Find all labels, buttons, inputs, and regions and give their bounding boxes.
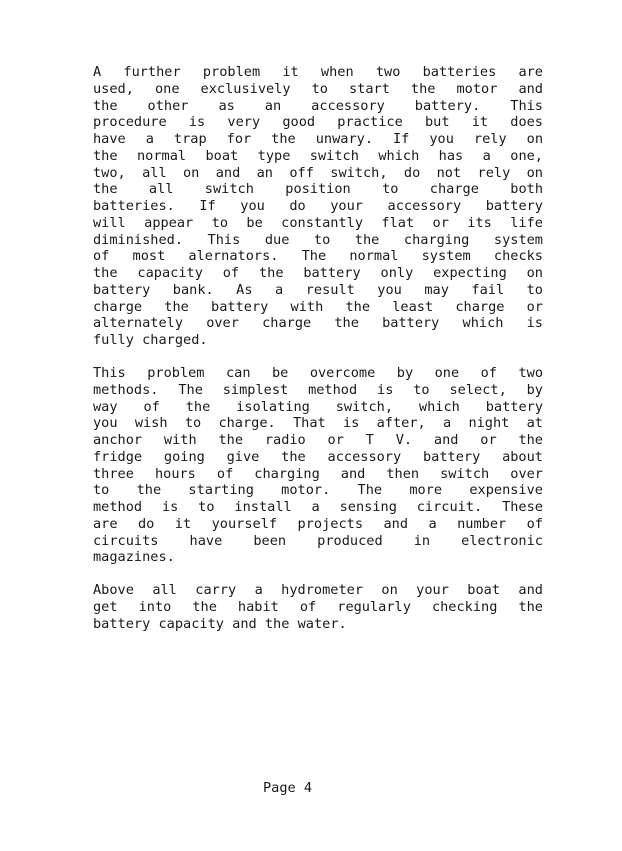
text-line: anchor with the radio or T V. and or the — [93, 432, 543, 448]
paragraph-battery-problem — [93, 64, 543, 349]
text-line: are do it yourself projects and a number of — [93, 515, 543, 532]
text-line: get into the habit of regularly checking the — [93, 598, 543, 615]
text-line: to the starting motor. The more expensive — [93, 482, 543, 499]
text-line: way of the isolating switch, which battery — [93, 398, 543, 415]
paragraph-hydrometer — [93, 582, 543, 632]
text-line: will appear to be constantly flat or its life — [93, 214, 543, 231]
text-line: three hours of charging and then switch over — [93, 465, 543, 482]
text-line: fridge going give the accessory battery about — [93, 448, 543, 465]
text-line: have a trap for the unwary. If you rely on — [93, 131, 543, 147]
text-line: magazines. — [93, 549, 175, 566]
text-line: This problem can be overcome by one of two — [93, 365, 543, 381]
text-line: diminished. This due to the charging system — [93, 231, 543, 248]
text-line: used, one exclusively to start the motor and — [93, 80, 543, 97]
text-line: alternately over charge the battery which is — [93, 315, 543, 332]
text-line: circuits have been produced in electronic — [93, 532, 543, 549]
text-line: the normal boat type switch which has a one, — [93, 147, 543, 164]
text-line: Above all carry a hydrometer on your boat and — [93, 582, 543, 598]
text-line: battery capacity and the water. — [93, 615, 347, 632]
text-line: the capacity of the battery only expecting on — [93, 265, 543, 281]
text-line: method is to install a sensing circuit. These — [93, 499, 543, 515]
text-line: of most alernators. The normal system checks — [93, 248, 543, 265]
text-line: charge the battery with the least charge or — [93, 298, 543, 315]
text-line: the all switch position to charge both — [93, 181, 543, 198]
text-line: you wish to charge. That is after, a night at — [93, 415, 543, 432]
text-line: methods. The simplest method is to select, by — [93, 381, 543, 398]
paragraph-overcome-methods — [93, 365, 543, 566]
text-line: procedure is very good practice but it does — [93, 114, 543, 131]
text-line: fully charged. — [93, 332, 208, 348]
text-line: two, all on and an off switch, do not rely on — [93, 164, 543, 181]
page-number: Page 4 — [263, 780, 313, 796]
text-line: A further problem it when two batteries are — [93, 64, 543, 80]
text-line: batteries. If you do your accessory battery — [93, 198, 543, 214]
text-line: battery bank. As a result you may fail to — [93, 281, 543, 298]
text-line: the other as an accessory battery. This — [93, 97, 543, 114]
